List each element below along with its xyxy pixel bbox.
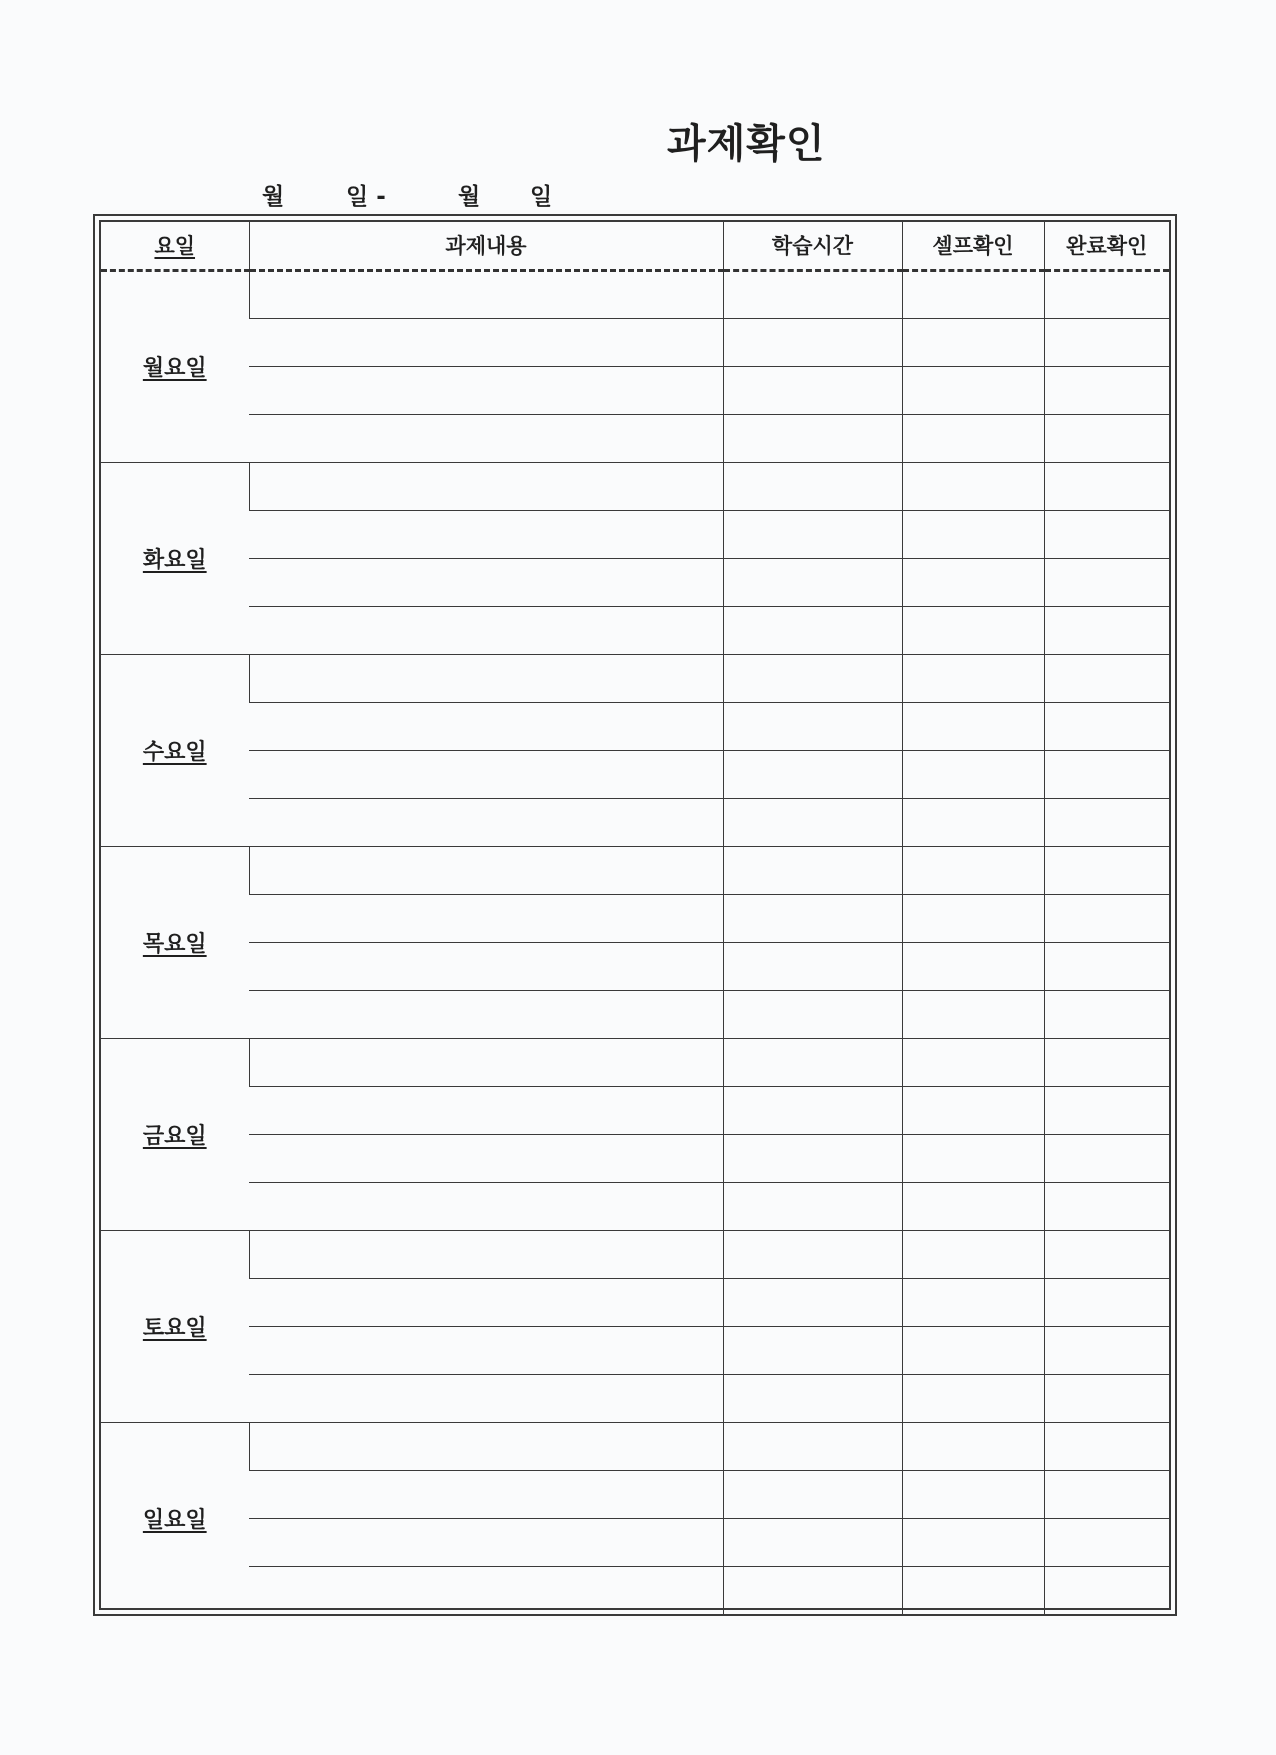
self-check-cell[interactable]	[902, 318, 1044, 366]
completion-check-cell[interactable]	[1044, 510, 1169, 558]
self-check-cell[interactable]	[902, 558, 1044, 606]
task-cell[interactable]	[249, 990, 723, 1038]
study-time-cell[interactable]	[723, 270, 902, 318]
study-time-cell[interactable]	[723, 366, 902, 414]
task-cell[interactable]	[249, 414, 723, 462]
column-header-day: 요일	[101, 222, 249, 270]
table-row	[101, 702, 1169, 750]
completion-check-cell[interactable]	[1044, 1134, 1169, 1182]
table-row	[101, 1566, 1169, 1614]
table-row	[101, 606, 1169, 654]
completion-check-cell[interactable]	[1044, 318, 1169, 366]
completion-check-cell[interactable]	[1044, 1566, 1169, 1614]
checklist-inner-frame	[99, 220, 1171, 1610]
table-row	[101, 414, 1169, 462]
task-cell[interactable]	[249, 462, 723, 510]
column-header-completion-check: 완료확인	[1044, 222, 1169, 270]
study-time-cell[interactable]	[723, 1566, 902, 1614]
study-time-cell[interactable]	[723, 750, 902, 798]
day-label: 수요일	[101, 654, 249, 846]
day-label: 토요일	[101, 1230, 249, 1422]
column-header-self-check: 셀프확인	[902, 222, 1044, 270]
table-row	[101, 366, 1169, 414]
completion-check-cell[interactable]	[1044, 366, 1169, 414]
completion-check-cell[interactable]	[1044, 798, 1169, 846]
self-check-cell[interactable]	[902, 798, 1044, 846]
self-check-cell[interactable]	[902, 702, 1044, 750]
task-cell[interactable]	[249, 798, 723, 846]
table-row	[101, 1470, 1169, 1518]
table-row	[101, 1278, 1169, 1326]
completion-check-cell[interactable]	[1044, 1326, 1169, 1374]
end-month-label: 월	[458, 184, 481, 210]
day-label: 월요일	[101, 270, 249, 462]
study-time-cell[interactable]	[723, 894, 902, 942]
table-row	[101, 1134, 1169, 1182]
task-cell[interactable]	[249, 1038, 723, 1086]
study-time-cell[interactable]	[723, 510, 902, 558]
self-check-cell[interactable]	[902, 1566, 1044, 1614]
task-cell[interactable]	[249, 1566, 723, 1614]
completion-check-cell[interactable]	[1044, 1518, 1169, 1566]
table-row	[101, 462, 1169, 510]
table-row	[101, 558, 1169, 606]
study-time-cell[interactable]	[723, 606, 902, 654]
self-check-cell[interactable]	[902, 1278, 1044, 1326]
task-cell[interactable]	[249, 702, 723, 750]
task-cell[interactable]	[249, 1134, 723, 1182]
self-check-cell[interactable]	[902, 750, 1044, 798]
table-row	[101, 798, 1169, 846]
completion-check-cell[interactable]	[1044, 894, 1169, 942]
self-check-cell[interactable]	[902, 1374, 1044, 1422]
completion-check-cell[interactable]	[1044, 702, 1169, 750]
completion-check-cell[interactable]	[1044, 606, 1169, 654]
task-cell[interactable]	[249, 1086, 723, 1134]
self-check-cell[interactable]	[902, 510, 1044, 558]
header-row	[101, 222, 1169, 270]
start-day-label: 일 -	[346, 184, 386, 210]
self-check-cell[interactable]	[902, 1038, 1044, 1086]
table-row	[101, 894, 1169, 942]
completion-check-cell[interactable]	[1044, 990, 1169, 1038]
table-row	[101, 1230, 1169, 1278]
task-cell[interactable]	[249, 1182, 723, 1230]
study-time-cell[interactable]	[723, 990, 902, 1038]
table-row	[101, 510, 1169, 558]
task-cell[interactable]	[249, 1374, 723, 1422]
self-check-cell[interactable]	[902, 1134, 1044, 1182]
task-cell[interactable]	[249, 1422, 723, 1470]
study-time-cell[interactable]	[723, 846, 902, 894]
study-time-cell[interactable]	[723, 942, 902, 990]
task-cell[interactable]	[249, 1518, 723, 1566]
study-time-cell[interactable]	[723, 798, 902, 846]
study-time-cell[interactable]	[723, 702, 902, 750]
study-time-cell[interactable]	[723, 1518, 902, 1566]
table-row	[101, 1374, 1169, 1422]
table-row	[101, 270, 1169, 318]
self-check-cell[interactable]	[902, 1422, 1044, 1470]
column-header-task: 과제내용	[249, 222, 723, 270]
completion-check-cell[interactable]	[1044, 1470, 1169, 1518]
completion-check-cell[interactable]	[1044, 558, 1169, 606]
task-cell[interactable]	[249, 846, 723, 894]
table-row	[101, 1326, 1169, 1374]
task-cell[interactable]	[249, 942, 723, 990]
study-time-cell[interactable]	[723, 1374, 902, 1422]
table-row	[101, 750, 1169, 798]
completion-check-cell[interactable]	[1044, 654, 1169, 702]
completion-check-cell[interactable]	[1044, 1038, 1169, 1086]
self-check-cell[interactable]	[902, 1086, 1044, 1134]
study-time-cell[interactable]	[723, 1422, 902, 1470]
study-time-cell[interactable]	[723, 318, 902, 366]
study-time-cell[interactable]	[723, 462, 902, 510]
self-check-cell[interactable]	[902, 990, 1044, 1038]
page-title: 과제확인	[667, 121, 826, 167]
study-time-cell[interactable]	[723, 1470, 902, 1518]
study-time-cell[interactable]	[723, 1134, 902, 1182]
end-day-label: 일	[530, 184, 553, 210]
completion-check-cell[interactable]	[1044, 1230, 1169, 1278]
self-check-cell[interactable]	[902, 366, 1044, 414]
start-month-label: 월	[262, 184, 285, 210]
self-check-cell[interactable]	[902, 894, 1044, 942]
day-label: 금요일	[101, 1038, 249, 1230]
task-cell[interactable]	[249, 270, 723, 318]
task-cell[interactable]	[249, 558, 723, 606]
task-cell[interactable]	[249, 318, 723, 366]
study-time-cell[interactable]	[723, 654, 902, 702]
completion-check-cell[interactable]	[1044, 1374, 1169, 1422]
study-time-cell[interactable]	[723, 414, 902, 462]
table-row	[101, 990, 1169, 1038]
task-cell[interactable]	[249, 654, 723, 702]
completion-check-cell[interactable]	[1044, 1086, 1169, 1134]
table-row	[101, 1086, 1169, 1134]
self-check-cell[interactable]	[902, 942, 1044, 990]
task-cell[interactable]	[249, 1470, 723, 1518]
self-check-cell[interactable]	[902, 846, 1044, 894]
self-check-cell[interactable]	[902, 606, 1044, 654]
completion-check-cell[interactable]	[1044, 414, 1169, 462]
self-check-cell[interactable]	[902, 1230, 1044, 1278]
homework-table	[101, 222, 1169, 1614]
table-row	[101, 1422, 1169, 1470]
checklist-frame	[93, 214, 1177, 1616]
table-row	[101, 654, 1169, 702]
self-check-cell[interactable]	[902, 1470, 1044, 1518]
study-time-cell[interactable]	[723, 1230, 902, 1278]
task-cell[interactable]	[249, 1278, 723, 1326]
completion-check-cell[interactable]	[1044, 1182, 1169, 1230]
table-row	[101, 1038, 1169, 1086]
self-check-cell[interactable]	[902, 1518, 1044, 1566]
task-cell[interactable]	[249, 606, 723, 654]
task-cell[interactable]	[249, 750, 723, 798]
self-check-cell[interactable]	[902, 462, 1044, 510]
completion-check-cell[interactable]	[1044, 846, 1169, 894]
task-cell[interactable]	[249, 894, 723, 942]
study-time-cell[interactable]	[723, 1278, 902, 1326]
study-time-cell[interactable]	[723, 1182, 902, 1230]
study-time-cell[interactable]	[723, 1086, 902, 1134]
completion-check-cell[interactable]	[1044, 1278, 1169, 1326]
column-header-study-time: 학습시간	[723, 222, 902, 270]
study-time-cell[interactable]	[723, 1326, 902, 1374]
completion-check-cell[interactable]	[1044, 270, 1169, 318]
task-cell[interactable]	[249, 1326, 723, 1374]
date-range	[0, 178, 1276, 208]
study-time-cell[interactable]	[723, 558, 902, 606]
table-row	[101, 846, 1169, 894]
day-label: 화요일	[101, 462, 249, 654]
table-row	[101, 318, 1169, 366]
self-check-cell[interactable]	[902, 1182, 1044, 1230]
completion-check-cell[interactable]	[1044, 1422, 1169, 1470]
completion-check-cell[interactable]	[1044, 750, 1169, 798]
table-row	[101, 942, 1169, 990]
day-label: 일요일	[142, 1507, 207, 1533]
self-check-cell[interactable]	[902, 654, 1044, 702]
self-check-cell[interactable]	[902, 270, 1044, 318]
task-cell[interactable]	[249, 1230, 723, 1278]
completion-check-cell[interactable]	[1044, 462, 1169, 510]
self-check-cell[interactable]	[902, 1326, 1044, 1374]
study-time-cell[interactable]	[723, 1038, 902, 1086]
task-cell[interactable]	[249, 510, 723, 558]
day-label: 목요일	[101, 846, 249, 1038]
self-check-cell[interactable]	[902, 414, 1044, 462]
table-row	[101, 1518, 1169, 1566]
task-cell[interactable]	[249, 366, 723, 414]
table-row	[101, 1182, 1169, 1230]
completion-check-cell[interactable]	[1044, 942, 1169, 990]
